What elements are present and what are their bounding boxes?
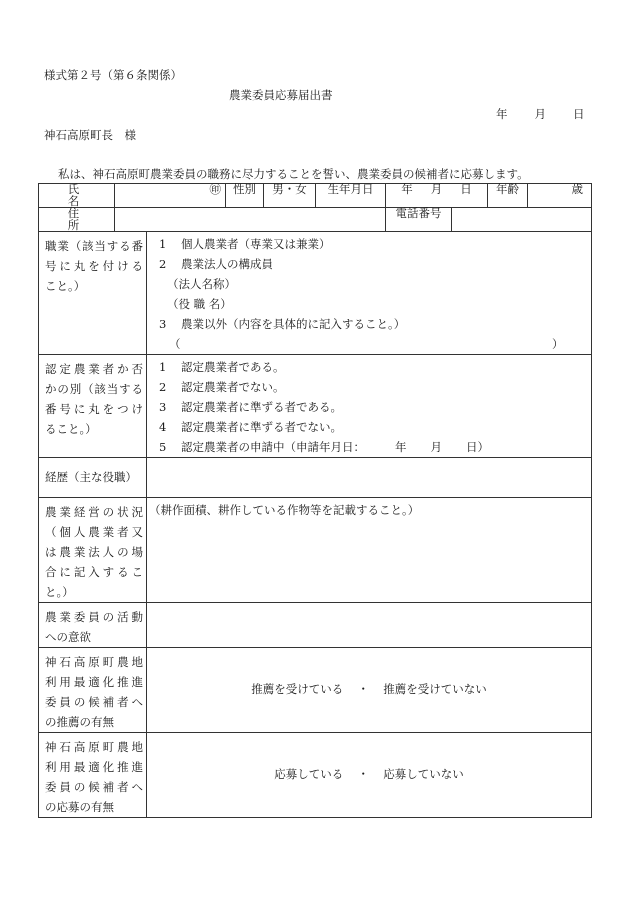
label-line: 委員の候補者へ	[45, 780, 143, 794]
label-line: の応募の有無	[45, 800, 114, 814]
label-line: 委員の候補者へ	[45, 695, 143, 709]
table-row	[39, 208, 592, 232]
applied-option[interactable]: 応募している	[274, 767, 344, 782]
application-day: 日）	[466, 440, 489, 454]
recommendation-label	[39, 648, 147, 733]
occupation-options[interactable]	[147, 232, 592, 355]
date-month: 月	[534, 107, 546, 121]
application-form-table	[38, 183, 592, 818]
label-line: 農業委員の活動	[45, 610, 143, 624]
birth-month: 月	[430, 182, 443, 196]
certified-farmer-label	[39, 355, 147, 458]
table-row	[39, 355, 592, 458]
label-line: への意欲	[45, 630, 91, 644]
form-number: 様式第２号（第６条関係）	[44, 68, 182, 82]
label-line: 認定農業者か否	[45, 362, 143, 376]
age-unit: 歳	[571, 182, 583, 196]
submission-date[interactable]	[496, 106, 585, 122]
table-row	[39, 733, 592, 818]
recommended-option[interactable]: 推薦を受けている	[251, 682, 344, 697]
application-label	[39, 733, 147, 818]
label-line: （個人農業者又	[45, 525, 143, 539]
name-label: 氏 名	[39, 184, 115, 208]
farming-note: （耕作面積、耕作している作物等を記載すること。）	[149, 503, 420, 517]
position-field[interactable]: （役 職 名）	[167, 297, 232, 311]
label-line: の推薦の有無	[45, 715, 114, 729]
addressee: 神石高原町長 様	[44, 128, 136, 142]
list-item[interactable]: 1 認定農業者である。	[159, 360, 285, 374]
not-applied-option[interactable]: 応募していない	[383, 767, 464, 782]
motivation-field[interactable]	[147, 603, 592, 648]
option-separator: ・	[357, 767, 369, 782]
label-line: ること。）	[45, 422, 97, 436]
age-field[interactable]	[528, 184, 592, 208]
gender-label: 性別	[226, 184, 264, 208]
address-label: 住 所	[39, 208, 115, 232]
list-item[interactable]: 5 認定農業者の申請中（申請年月日： 年 月 日）	[159, 440, 489, 454]
corporation-name-field[interactable]: （法人名称）	[167, 277, 236, 291]
label-line: かの別（該当する	[45, 382, 143, 396]
career-field[interactable]	[147, 458, 592, 498]
table-row	[39, 498, 592, 603]
seal-mark: ㊞	[209, 182, 221, 196]
birth-day: 日	[460, 182, 472, 196]
birth-year: 年	[401, 182, 413, 196]
list-item[interactable]: 2 認定農業者でない。	[159, 380, 285, 394]
table-row	[39, 603, 592, 648]
other-occupation-field[interactable]: （ ）	[169, 337, 564, 351]
table-row	[39, 648, 592, 733]
gender-options[interactable]: 男・女	[264, 184, 316, 208]
table-row	[39, 232, 592, 355]
certified-farmer-options[interactable]	[147, 355, 592, 458]
list-item[interactable]: 3 認定農業者に準ずる者である。	[159, 400, 342, 414]
table-row	[39, 458, 592, 498]
name-field[interactable]	[115, 184, 226, 208]
phone-label: 電話番号	[386, 208, 452, 232]
occupation-label	[39, 232, 147, 355]
phone-field[interactable]	[452, 208, 592, 232]
list-item[interactable]: 2 農業法人の構成員	[159, 257, 273, 271]
career-label: 経歴（主な役職）	[39, 458, 147, 498]
option-separator: ・	[357, 682, 369, 697]
table-row	[39, 184, 592, 208]
list-item[interactable]: 3 農業以外（内容を具体的に記入すること。）	[159, 317, 406, 331]
application-options	[147, 733, 592, 818]
label-line: 番号に丸をつけ	[45, 402, 143, 416]
label-line: 利用最適化推進	[45, 675, 143, 689]
label-line: 利用最適化推進	[45, 760, 143, 774]
label-line: は農業法人の場	[45, 545, 143, 559]
recommendation-options	[147, 648, 592, 733]
label-line: こと。）	[45, 279, 86, 293]
label-line: 号に丸を付ける	[45, 259, 143, 273]
birthdate-field[interactable]	[386, 184, 488, 208]
label-line: 合に記入するこ	[45, 565, 143, 579]
form-title: 農業委員応募届出書	[229, 88, 333, 102]
label-line: 神石高原町農地	[45, 655, 143, 669]
address-field[interactable]	[115, 208, 386, 232]
date-day: 日	[573, 107, 585, 121]
date-year: 年	[496, 107, 508, 121]
farming-status-label	[39, 498, 147, 603]
birthdate-label: 生年月日	[316, 184, 386, 208]
list-item[interactable]: 1 個人農業者（専業又は兼業）	[159, 237, 331, 251]
label-line: 農業経営の状況	[45, 505, 143, 519]
list-item[interactable]: 4 認定農業者に準ずる者でない。	[159, 420, 342, 434]
not-recommended-option[interactable]: 推薦を受けていない	[383, 682, 487, 697]
label-line: と。）	[45, 585, 74, 599]
farming-status-field[interactable]	[147, 498, 592, 603]
pledge-statement: 私は、神石高原町農業委員の職務に尽力することを誓い、農業委員の候補者に応募します。	[58, 167, 529, 181]
age-label: 年齢	[488, 184, 528, 208]
label-line: 職業（該当する番	[45, 239, 143, 253]
application-month: 月	[430, 440, 442, 454]
label-line: 神石高原町農地	[45, 740, 143, 754]
motivation-label	[39, 603, 147, 648]
application-year: 年	[395, 440, 407, 454]
